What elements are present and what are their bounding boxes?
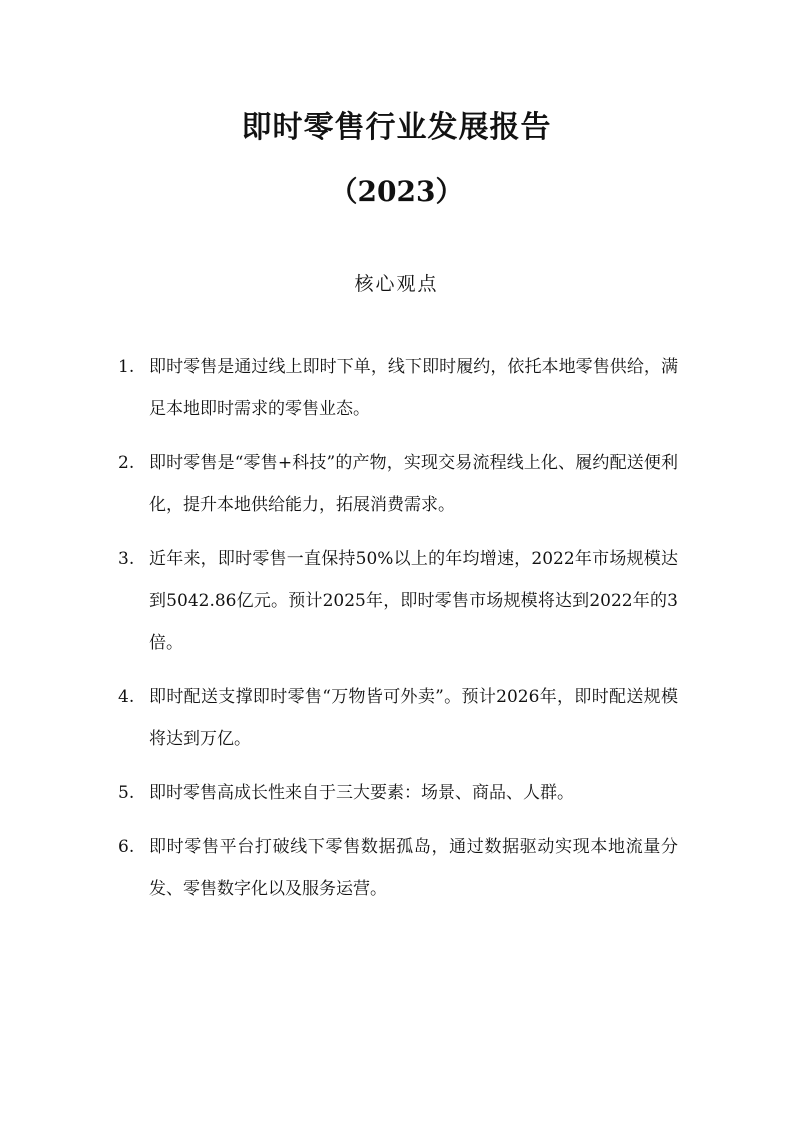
key-point-6 bbox=[118, 826, 678, 910]
key-point-4 bbox=[118, 676, 678, 760]
document-title: 即时零售行业发展报告 bbox=[241, 110, 552, 145]
point-number: 2. bbox=[118, 453, 135, 473]
key-point-2 bbox=[118, 442, 678, 526]
point-text: 即时零售高成长性来自于三大要素：场景、商品、人群。 bbox=[149, 783, 574, 803]
key-point-1 bbox=[118, 346, 678, 430]
point-text: 即时零售是“零售+科技”的产物，实现交易流程线上化、履约配送便利化，提升本地供给能力，拓展消费需求。 bbox=[149, 453, 678, 515]
section-heading: 核心观点 bbox=[354, 273, 439, 295]
point-text: 即时零售是通过线上即时下单，线下即时履约，依托本地零售供给，满足本地即时需求的零售业态。 bbox=[149, 357, 678, 419]
key-point-3 bbox=[118, 538, 678, 664]
point-text: 即时零售平台打破线下零售数据孤岛，通过数据驱动实现本地流量分发、零售数字化以及服务运营。 bbox=[149, 837, 678, 899]
point-number: 6. bbox=[118, 837, 135, 857]
point-number: 3. bbox=[118, 549, 135, 569]
point-number: 4. bbox=[118, 687, 135, 707]
point-text: 近年来，即时零售一直保持50%以上的年均增速，2022年市场规模达到5042.86亿元。预计2025年，即时零售市场规模将达到2022年的3倍。 bbox=[149, 549, 678, 653]
key-point-5 bbox=[118, 772, 678, 814]
point-text: 即时配送支撑即时零售“万物皆可外卖”。预计2026年，即时配送规模将达到万亿。 bbox=[149, 687, 678, 749]
point-number: 1. bbox=[118, 357, 135, 377]
point-number: 5. bbox=[118, 783, 135, 803]
document-subtitle: （2023） bbox=[329, 175, 464, 208]
key-points-list bbox=[118, 346, 678, 922]
